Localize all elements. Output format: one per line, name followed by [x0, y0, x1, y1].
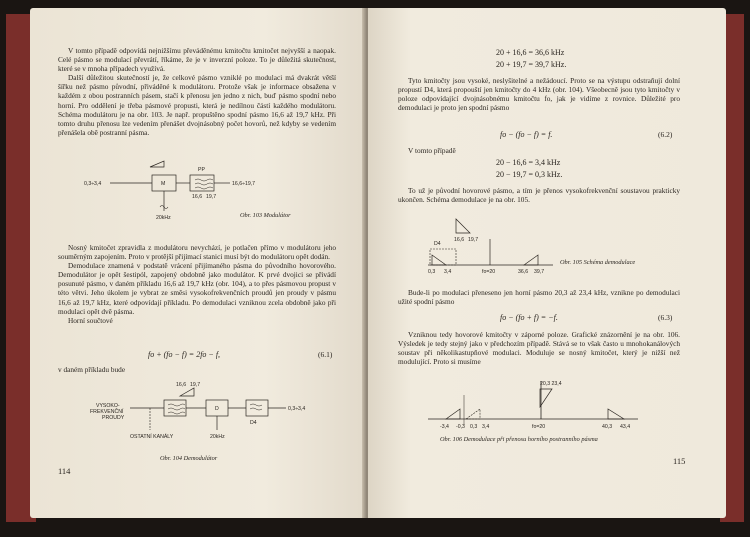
figure-103-caption: Obr. 103 Modulátor	[240, 212, 291, 219]
left-page	[30, 8, 366, 518]
right-text-top	[398, 76, 680, 112]
equation-6-1-number: (6.1)	[318, 350, 333, 359]
tick-label: 0,3	[428, 269, 436, 275]
block-m-label: M	[161, 181, 166, 187]
received-band-triangle	[456, 219, 470, 233]
tick-label: 40,3	[602, 424, 613, 430]
lowpass-block	[246, 400, 268, 416]
paragraph: Bude-li po modulaci přeneseno jen horní pásmo 20,3 až 23,4 kHz, vznikne po demodulaci užité spodní pásmo	[398, 288, 680, 307]
output-label: 16,6÷19,7	[232, 181, 256, 187]
d4-label: D4	[250, 420, 257, 426]
figure-104-caption: Obr. 104 Demodulátor	[160, 455, 218, 462]
page-number: 115	[673, 456, 686, 466]
equation-6-2-number: (6.2)	[658, 130, 673, 139]
equation-line: 20 + 16,6 = 36,6 kHz	[496, 48, 565, 57]
output-label: 0,3÷3,4	[288, 406, 306, 412]
bandpass-waves	[168, 404, 185, 414]
paragraph: Další důležitou skutečností je, že celkové pásmo vzniklé po modulaci má dvakrát větší šířku než pásmo původní, přiváděné k modulátoru. Protože však je informace obsažena v každém z obou postranních pásem, stačí k přenosu jen jedno z nich, buď pásmo spodní nebo horní. Pro oddělení je třeba pásmové propusti, která je nedílnou částí každého modulátoru. Schéma modulátoru je na obr. 103. Je např. propuštěno spodní pásmo 16,6 až 19,7 kHz. Při tomto druhu přenosu lze vedením přenášet dvojnásobný počet hovorů, než kdyby se vedením přenášela obě postranní pásma.	[58, 73, 336, 137]
source-label-1: VYSOKO-	[96, 403, 120, 409]
figure-104-demodulator	[90, 380, 330, 450]
left-text-middle	[58, 243, 336, 325]
band-lo-label: 16,6	[192, 194, 203, 200]
tick-label: 36,6	[518, 269, 529, 275]
paragraph: Tyto kmitočty jsou vysoké, neslyšitelné a nežádoucí. Proto se na výstupu odstraňují dolní propustí D4, která propouští jen kmitočty do 4 kHz (obr. 104). Všeobecně jsou tyto kmitočty v poloze odpovídající dvojnásobnému kmitočtu fo, jak je vidíme z rovnice. Důležité pro demodulaci je proto jen spodní pásmo	[398, 76, 680, 113]
tick-label: 3,4	[444, 269, 452, 275]
paragraph: v daném příkladu bude	[58, 365, 126, 374]
equation-line: 20 + 19,7 = 39,7 kHz.	[496, 60, 567, 69]
tick-label: fo=20	[482, 269, 496, 275]
left-text-bottom	[58, 365, 336, 374]
pp-label: PP	[198, 167, 205, 173]
figure-106-caption: Obr. 106 Demodulace při přenosu horního postranního pásma	[440, 436, 598, 443]
input-band-triangle	[150, 161, 164, 167]
paragraph: Horní součtové	[68, 315, 113, 325]
tick-label: -3,4	[440, 424, 449, 430]
carrier-label: 20kHz	[210, 434, 225, 440]
tick-label: -0,3	[456, 424, 465, 430]
upper-band-triangle	[524, 255, 538, 265]
negative-band-triangle	[446, 409, 460, 419]
paragraph: Demodulace znamená v podstatě vrácení přijímaného pásma do původního hovorového. Demodulátor je opět šestipól, zapojený obdobně jako modulátor. K prvé dvojici se přivádí posunuté pásmo, v daném příkladu 16,6 až 19,7 kHz (obr. 104), a to přes pásmovou propust v této větvi. Jeho úkolem je vybrat ze směsi vysokofrekvenčních proudů jen proudy v pásmu 16,6 až 19,7 kHz, které odpovídají příkladu. Po demodulaci vzniknou zcela obdobně jako při modulaci opět dvě pásma.	[58, 261, 336, 316]
right-text-bottom	[398, 330, 680, 366]
band-hi-label: 19,7	[206, 194, 217, 200]
tick-label: 0,3	[470, 424, 478, 430]
source-label-3: PROUDY	[102, 415, 125, 421]
paragraph: V tomto případě	[408, 146, 456, 155]
band-lo-label: 16,6	[454, 237, 465, 243]
equation-6-1: fo + (fo − f) = 2fo − f,	[148, 350, 221, 359]
paragraph: Vzniknou tedy hovorové kmitočty v záporné poloze. Grafické znázornění je na obr. 106. Výsledek je tedy stejný jako v předchozím případě. Stává se to však často u mnohokanálových soustav při několikastupňové modulaci. Moduluje se nosný kmitočet, který je nižší než modulující. Proto si musíme	[398, 330, 680, 367]
right-text-case	[398, 146, 680, 155]
high-band-triangle	[608, 409, 624, 419]
tick-label: 43,4	[620, 424, 631, 430]
figure-106-upper-sideband-demodulation	[428, 375, 668, 435]
paragraph: To už je původní hovorové pásmo, a tím je přenos vysokofrekvenční soustavou prakticky ukončen. Schéma demodulace je na obr. 105.	[398, 186, 680, 205]
lower-band-triangle	[432, 255, 446, 265]
positive-band-dashed	[466, 409, 480, 419]
right-page	[368, 8, 726, 518]
paragraph: V tomto případě odpovídá nejnižšímu převáděnému kmitočtu kmitočet nejvyšší a naopak. Celé pásmo se modulací převrátí, říkáme, že je v inverzní poloze. To je důležitá skutečnost, které se v mnoha případech využívá.	[58, 46, 336, 74]
band-hi-label: 19,7	[468, 237, 479, 243]
right-text-lower	[398, 288, 680, 306]
equation-line: 20 − 16,6 = 3,4 kHz	[496, 158, 561, 167]
carrier-label: 20kHz	[156, 215, 171, 221]
right-text-middle	[398, 186, 680, 204]
input-label: 0,3÷3,4	[84, 181, 102, 187]
source-label-2: FREKVENČNÍ	[90, 409, 124, 415]
equation-line: 20 − 19,7 = 0,3 kHz.	[496, 170, 563, 179]
band-triangle	[180, 388, 194, 396]
received-band-triangle	[540, 389, 552, 407]
lowpass-waves	[250, 404, 262, 410]
tick-label: fo=20	[532, 424, 546, 430]
figure-105-caption: Obr. 105 Schéma demodulace	[560, 259, 636, 266]
band-lo-label: 16,6	[176, 382, 187, 388]
paragraph: Nosný kmitočet zpravidla z modulátoru nevychází, je potlačen přímo v modulátoru jeho souměrným zapojením. Proto v protější přijímací stanici musí být do modulátoru opět dodán.	[58, 243, 336, 262]
page-number: 114	[58, 466, 71, 476]
left-text-top	[58, 46, 336, 137]
channels-label: OSTATNÍ KANÁLY	[130, 434, 174, 440]
equation-6-2: fo − (fo − f) = f.	[500, 130, 553, 139]
equation-6-3-number: (6.3)	[658, 313, 673, 322]
block-d-label: D	[215, 406, 219, 412]
top-band-label: 20,3 23,4	[540, 381, 562, 387]
d4-label: D4	[434, 241, 441, 247]
equation-6-3: fo − (fo + f) = −f.	[500, 313, 558, 322]
band-hi-label: 19,7	[190, 382, 201, 388]
tick-label: 39,7	[534, 269, 545, 275]
figure-105-demodulation-scheme	[428, 213, 628, 283]
tick-label: 3,4	[482, 424, 490, 430]
bandpass-waves	[195, 179, 213, 189]
